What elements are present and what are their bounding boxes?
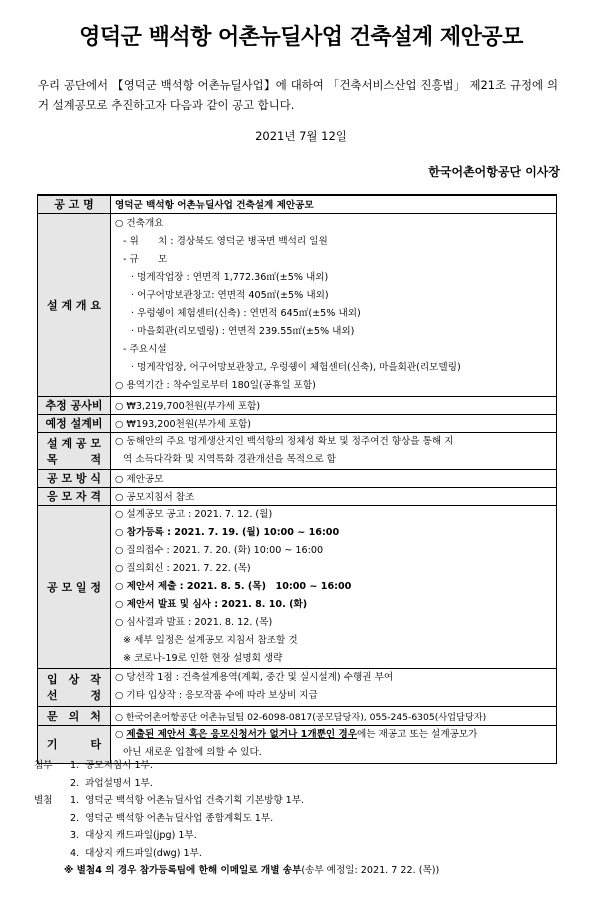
schedule-line: ○ 설계공모 공고 : 2021. 7. 12. (월) — [115, 508, 273, 520]
row-schedule — [38, 505, 557, 668]
schedule-note: ※ 세부 일정은 설계공모 지침서 참조할 것 — [123, 634, 298, 646]
label-award-line: 입 상 작 — [47, 673, 101, 686]
overview-line: - 위 치 : 경상북도 영덕군 병곡면 백석리 일원 — [123, 235, 328, 247]
schedule-note: ※ 코로나-19로 인한 현장 설명회 생략 — [123, 652, 283, 664]
row-award — [38, 668, 557, 706]
label-purpose — [38, 432, 111, 469]
value-contact: ○ 한국어촌어항공단 어촌뉴딜팀 02-6098-0817(공모담당자), 055-245-6305(사업담당자) — [111, 706, 557, 725]
label-fee: 예정 설계비 — [38, 414, 111, 432]
enclosure-label: 별첨 — [34, 795, 53, 806]
row-purpose — [38, 432, 557, 469]
label-award-line: 선 정 — [46, 689, 102, 702]
value-schedule — [111, 505, 557, 668]
row-name — [38, 195, 557, 213]
enclosure-item: 3. 대상지 캐드파일(jpg) 1부. — [70, 830, 197, 841]
award-line: ○ 당선작 1점 : 건축설계용역(계획, 중간 및 실시설계) 수행권 부여 — [115, 672, 394, 683]
label-purpose-line: 목 적 — [46, 452, 102, 466]
enclosure-item: 별첨 1. 영덕군 백석항 어촌뉴딜사업 건축기획 기본방향 1부. — [34, 792, 439, 810]
label-method: 공 모 방 식 — [38, 469, 111, 487]
overview-line: · 마을회관(리모델링) : 연면적 239.55㎡(±5% 내외) — [131, 325, 355, 337]
overview-line: · 어구어망보관창고: 연면적 405㎡(±5% 내외) — [131, 289, 329, 301]
schedule-line: ○ 제안서 제출 : 2021. 8. 5. (목) 10:00 ~ 16:00 — [115, 580, 352, 592]
other-underlined-text: 제출된 제안서 혹은 응모신청서가 없거나 1개뿐인 경우 — [126, 729, 358, 740]
overview-line: · 멍게작업장 : 연면적 1,772.36㎡(±5% 내외) — [131, 271, 329, 283]
schedule-line: ○ 질의접수 : 2021. 7. 20. (화) 10:00 ~ 16:00 — [115, 544, 324, 556]
schedule-line: ○ 참가등록 : 2021. 7. 19. (월) 10:00 ~ 16:00 — [115, 526, 340, 538]
purpose-line: 역 소득다각화 및 지역특화 경관개선을 목적으로 함 — [123, 453, 336, 465]
label-award — [38, 668, 111, 706]
value-award — [111, 668, 557, 706]
row-method — [38, 469, 557, 487]
attachment-item: 2. 과업설명서 1부. — [70, 777, 153, 789]
value-method: ○ 제안공모 — [111, 469, 557, 487]
intro-paragraph: 우리 공단에서 【영덕군 백석항 어촌뉴딜사업】에 대하여 「건축서비스산업 진흥법」 제21조 규정에 의거 설계공모로 추진하고자 다음과 같이 공고 합니다. — [38, 78, 558, 112]
row-contact — [38, 706, 557, 725]
value-cost: ○ ₩3,219,700천원(부가세 포함) — [111, 396, 557, 414]
label-cost: 추정 공사비 — [38, 396, 111, 414]
page-title: 영덕군 백석항 어촌뉴딜사업 건축설계 제안공모 — [79, 25, 523, 50]
other-line: ○ 제출된 제안서 혹은 응모신청서가 없거나 1개뿐인 경우에는 재공고 또는 설계공모가 — [115, 729, 478, 740]
label-qualification: 응 모 자 격 — [38, 487, 111, 505]
announcement-table — [37, 194, 557, 764]
row-cost — [38, 396, 557, 414]
label-other: 기 타 — [38, 725, 111, 763]
other-rest-text: 에는 재공고 또는 설계공모가 — [357, 729, 478, 740]
value-qualification: ○ 공모지침서 참조 — [111, 487, 557, 505]
purpose-line: ○ 동해안의 주요 멍게생산지인 백석항의 정체성 확보 및 정주여건 향상을 통해 지 — [115, 435, 454, 447]
other-line-2: 아닌 새로운 입찰에 의할 수 있다. — [123, 747, 262, 758]
value-fee: ○ ₩193,200천원(부가세 포함) — [111, 414, 557, 432]
label-name: 공 고 명 — [38, 195, 111, 213]
attachment-item: 첨부 1. 공모지침서 1부. — [34, 757, 439, 775]
schedule-line: ○ 질의회신 : 2021. 7. 22. (목) — [115, 562, 251, 574]
overview-line: · 우렁쉥이 체험센터(신축) : 연면적 645㎡(±5% 내외) — [131, 307, 361, 319]
row-fee — [38, 414, 557, 432]
attachment-label: 첨부 — [34, 760, 53, 771]
overview-line: · 멍게작업장, 어구어망보관창고, 우렁쉥이 체험센터(신축), 마을회관(리모델링) — [131, 361, 461, 373]
label-schedule: 공 모 일 정 — [38, 505, 111, 668]
schedule-line: ○ 제안서 발표 및 심사 : 2021. 8. 10. (화) — [115, 598, 308, 610]
overview-line: ○ 용역기간 : 착수일로부터 180일(공휴일 포함) — [115, 379, 316, 391]
award-line: ○ 기타 입상작 : 응모작품 수에 따라 보상비 지급 — [115, 690, 318, 701]
attachments — [34, 757, 439, 880]
label-contact: 문 의 처 — [38, 706, 111, 725]
value-purpose — [111, 432, 557, 469]
overview-line: - 주요시설 — [123, 343, 167, 355]
enclosure-note: ※ 별첨4 의 경우 참가등록팀에 한해 이메일로 개별 송부(송부 예정일: 2021. 7 22. (목)) — [64, 865, 440, 876]
schedule-line: ○ 심사결과 발표 : 2021. 8. 12. (목) — [115, 616, 273, 628]
issuing-organization: 한국어촌어항공단 이사장 — [428, 165, 560, 179]
value-overview — [111, 213, 557, 396]
overview-line: - 규 모 — [123, 253, 168, 265]
enclosure-item: 4. 대상지 캐드파일(dwg) 1부. — [70, 847, 202, 859]
announcement-date: 2021년 7월 12일 — [255, 129, 347, 143]
row-qualification — [38, 487, 557, 505]
row-overview — [38, 213, 557, 396]
label-purpose-line: 설 계 공 모 — [47, 436, 101, 450]
label-overview: 설 계 개 요 — [38, 213, 111, 396]
enclosure-item: 2. 영덕군 백석항 어촌뉴딜사업 종합계획도 1부. — [70, 812, 274, 824]
overview-line: ○ 건축개요 — [115, 217, 164, 229]
value-name: 영덕군 백석항 어촌뉴딜사업 건축설계 제안공모 — [111, 195, 557, 213]
